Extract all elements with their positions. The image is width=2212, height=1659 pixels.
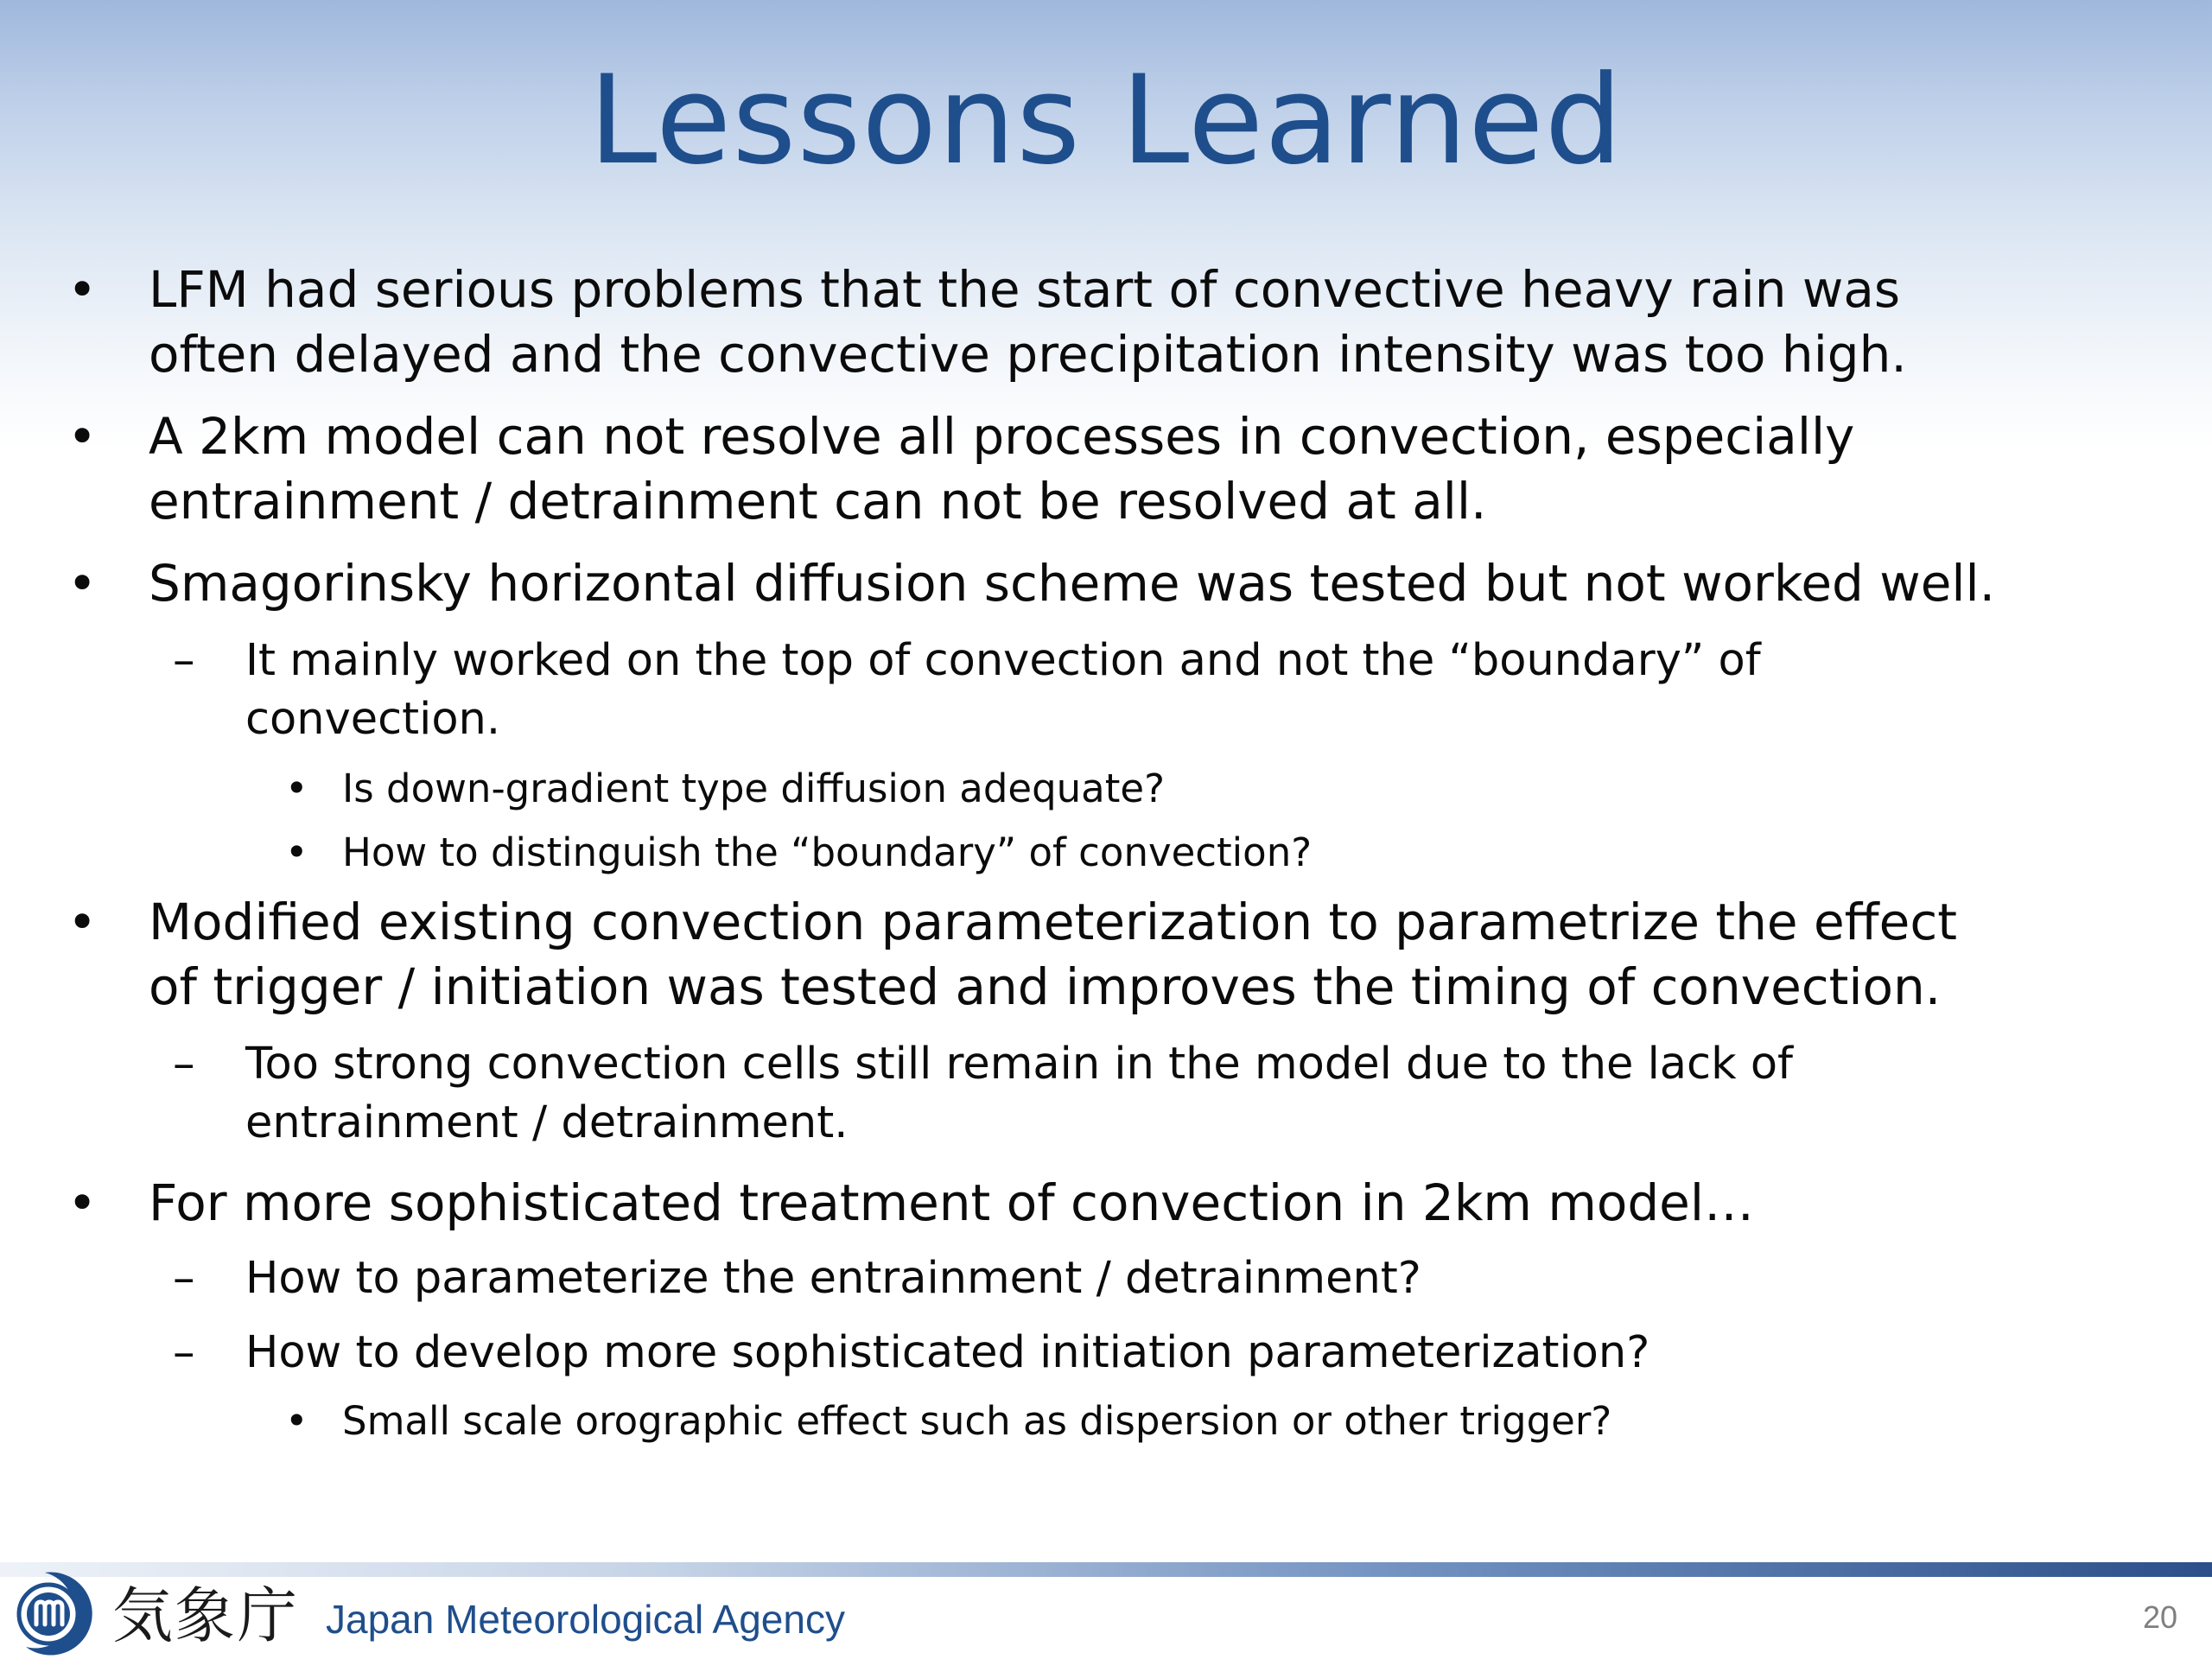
agency-name-jp: 気象庁: [112, 1580, 299, 1651]
bullet-line: entrainment / detrainment.: [245, 1097, 849, 1148]
bullet-line: Too strong convection cells still remain in the model due to the lack of: [245, 1039, 1793, 1090]
bullet-line: often delayed and the convective precipitation intensity was too high.: [149, 325, 1907, 384]
sub-bullet-item: [173, 1324, 1650, 1382]
footer-bar: [0, 1562, 2212, 1577]
sub-sub-bullet-item: [285, 757, 1165, 821]
sub-sub-bullet-item: [285, 1389, 1612, 1453]
bullet-item-3: [67, 551, 1996, 616]
bullet-marker: •: [67, 893, 98, 951]
bullet-marker: •: [285, 1398, 308, 1444]
bullet-line: entrainment / detrainment can not be resolved at all.: [149, 472, 1487, 531]
bullet-marker: •: [67, 260, 98, 319]
sub-bullet-item: [173, 632, 1761, 749]
bullet-line: How to develop more sophisticated initiation parameterization?: [245, 1327, 1650, 1378]
bullet-item-1: [67, 257, 1907, 387]
bullet-line: For more sophisticated treatment of convection in 2km model…: [149, 1173, 1754, 1232]
bullet-line: Is down-gradient type diffusion adequate?: [342, 766, 1165, 811]
jma-logo-icon: [10, 1562, 105, 1656]
bullet-marker: •: [67, 1173, 98, 1232]
bullet-marker: •: [67, 407, 98, 466]
bullet-line: LFM had serious problems that the start of convective heavy rain was: [149, 260, 1901, 319]
bullet-item-5: [67, 1171, 1754, 1236]
bullet-marker: •: [285, 766, 308, 811]
page-number: 20: [2142, 1599, 2177, 1635]
bullet-line: convection.: [245, 694, 501, 745]
bullet-marker: •: [285, 830, 308, 875]
bullet-line: Modified existing convection parameterization to parametrize the effect: [149, 893, 1957, 951]
bullet-item-4: [67, 890, 1957, 1020]
dash-marker: –: [173, 635, 195, 686]
bullet-line: How to distinguish the “boundary” of convection?: [342, 830, 1313, 875]
bullet-line: A 2km model can not resolve all processes in convection, especially: [149, 407, 1855, 466]
bullet-marker: •: [67, 554, 98, 613]
bullet-line: Small scale orographic effect such as dispersion or other trigger?: [342, 1398, 1612, 1444]
sub-sub-bullet-item: [285, 821, 1313, 885]
dash-marker: –: [173, 1039, 195, 1090]
dash-marker: –: [173, 1253, 195, 1304]
bullet-line: Smagorinsky horizontal diffusion scheme was tested but not worked well.: [149, 554, 1996, 613]
sub-bullet-item: [173, 1035, 1793, 1153]
bullet-line: of trigger / initiation was tested and improves the timing of convection.: [149, 957, 1942, 1016]
agency-name-en: Japan Meteorological Agency: [326, 1597, 845, 1642]
bullet-line: It mainly worked on the top of convection and not the “boundary” of: [245, 635, 1761, 686]
slide-title: Lessons Learned: [588, 49, 1624, 192]
dash-marker: –: [173, 1327, 195, 1378]
bullet-line: How to parameterize the entrainment / detrainment?: [245, 1253, 1421, 1304]
sub-bullet-item: [173, 1249, 1421, 1308]
bullet-item-2: [67, 404, 1855, 534]
